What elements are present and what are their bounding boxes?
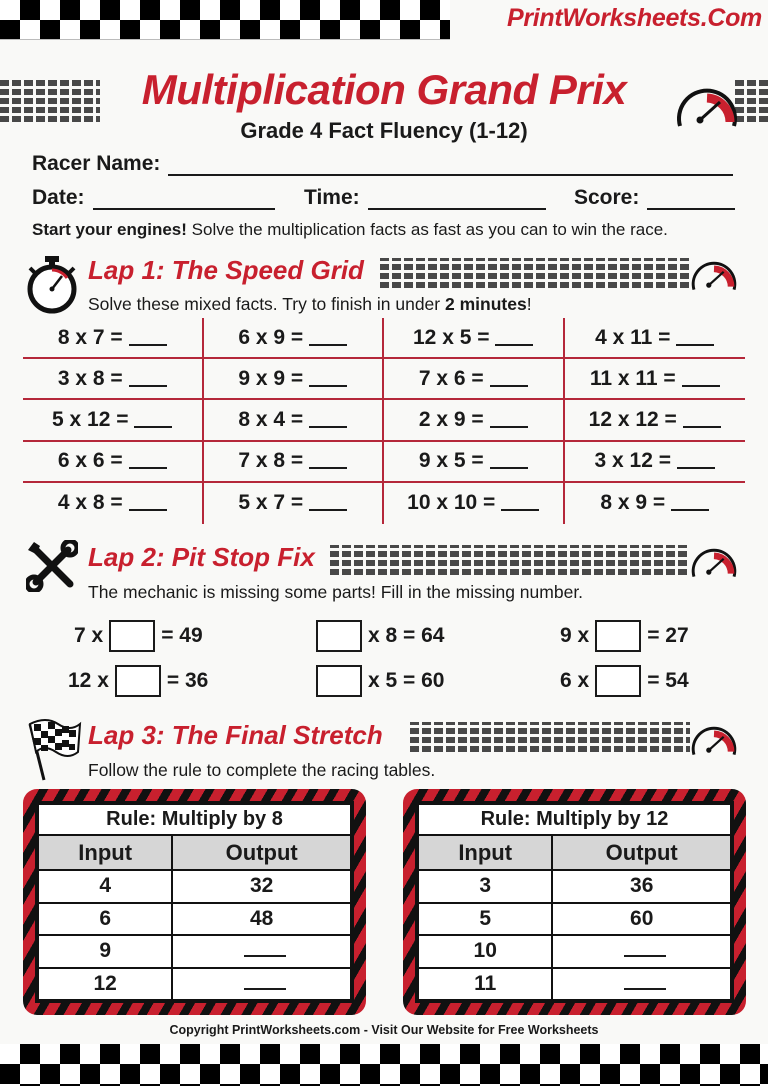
speed-grid bbox=[23, 318, 745, 524]
fact-cell bbox=[565, 483, 746, 524]
fact-text: 6 x 6 = bbox=[57, 449, 123, 473]
table-rule: Rule: Multiply by 12 bbox=[418, 804, 731, 835]
lap2-title: Lap 2: Pit Stop Fix bbox=[88, 542, 315, 572]
fact-text: 7 x 8 = bbox=[238, 449, 304, 473]
output-header: Output bbox=[552, 835, 731, 870]
output-cell: 32 bbox=[172, 870, 351, 902]
problem-post: x 8 = 64 bbox=[368, 624, 445, 647]
fact-text: 12 x 12 = bbox=[588, 407, 677, 431]
score-label: Score: bbox=[574, 186, 640, 209]
tire-tread-decoration bbox=[330, 545, 690, 575]
fact-text: 9 x 9 = bbox=[238, 366, 304, 390]
answer-blank[interactable] bbox=[134, 412, 172, 428]
table-row bbox=[38, 935, 351, 967]
problem-post: = 54 bbox=[647, 669, 689, 692]
speedometer-icon bbox=[672, 80, 742, 130]
missing-number-box[interactable] bbox=[316, 620, 362, 652]
lap3-title: Lap 3: The Final Stretch bbox=[88, 720, 383, 750]
speedometer-icon bbox=[688, 719, 740, 759]
fact-text: 3 x 8 = bbox=[57, 366, 123, 390]
fact-text: 4 x 8 = bbox=[57, 491, 123, 515]
problem-post: = 49 bbox=[161, 624, 203, 647]
answer-blank[interactable] bbox=[682, 371, 720, 387]
fact-cell bbox=[565, 400, 746, 441]
table-rule: Rule: Multiply by 8 bbox=[38, 804, 351, 835]
rule-table-multiply-8 bbox=[23, 789, 366, 1015]
checkered-banner-top bbox=[0, 0, 450, 40]
fact-text: 4 x 11 = bbox=[595, 325, 671, 349]
checkered-flag-icon bbox=[24, 716, 84, 782]
answer-blank[interactable] bbox=[490, 412, 528, 428]
fact-text: 5 x 12 = bbox=[52, 407, 129, 431]
fact-cell bbox=[384, 318, 565, 359]
missing-number-box[interactable] bbox=[109, 620, 155, 652]
fact-cell bbox=[384, 400, 565, 441]
table-row bbox=[418, 870, 731, 902]
rule-table-multiply-12 bbox=[403, 789, 746, 1015]
missing-number-box[interactable] bbox=[316, 665, 362, 697]
output-header: Output bbox=[172, 835, 351, 870]
intro-rest: Solve the multiplication facts as fast as you can to win the race. bbox=[186, 220, 668, 239]
lap1-desc-end: ! bbox=[526, 294, 532, 314]
date-label: Date: bbox=[32, 186, 85, 209]
input-cell: 10 bbox=[418, 935, 552, 967]
output-cell[interactable] bbox=[552, 935, 731, 967]
speedometer-icon bbox=[688, 541, 740, 581]
score-field[interactable] bbox=[647, 192, 735, 210]
fact-text: 6 x 9 = bbox=[238, 325, 304, 349]
answer-blank[interactable] bbox=[495, 330, 533, 346]
output-cell[interactable] bbox=[172, 968, 351, 1000]
answer-blank[interactable] bbox=[129, 371, 167, 387]
checkered-banner-bottom bbox=[0, 1044, 768, 1086]
speedometer-icon bbox=[688, 254, 740, 294]
lap1-desc-bold: 2 minutes bbox=[444, 294, 527, 314]
fact-cell bbox=[565, 359, 746, 400]
lap1-title: Lap 1: The Speed Grid bbox=[88, 255, 364, 285]
lap3-description: Follow the rule to complete the racing tables. bbox=[88, 760, 436, 780]
answer-blank[interactable] bbox=[129, 330, 167, 346]
missing-number-box[interactable] bbox=[595, 620, 641, 652]
date-field[interactable] bbox=[93, 192, 275, 210]
answer-blank[interactable] bbox=[501, 495, 539, 511]
output-cell: 36 bbox=[552, 870, 731, 902]
fact-text: 7 x 6 = bbox=[418, 366, 484, 390]
input-cell: 3 bbox=[418, 870, 552, 902]
input-cell: 4 bbox=[38, 870, 172, 902]
answer-blank[interactable] bbox=[490, 371, 528, 387]
answer-blank[interactable] bbox=[676, 330, 714, 346]
score-row bbox=[574, 186, 735, 210]
answer-blank[interactable] bbox=[244, 941, 286, 957]
answer-blank[interactable] bbox=[309, 495, 347, 511]
fact-cell bbox=[23, 318, 204, 359]
answer-blank[interactable] bbox=[490, 453, 528, 469]
fact-cell bbox=[384, 359, 565, 400]
pit-problem bbox=[68, 665, 208, 697]
time-field[interactable] bbox=[368, 192, 546, 210]
page-title: Multiplication Grand Prix bbox=[141, 66, 627, 113]
time-label: Time: bbox=[304, 186, 360, 209]
answer-blank[interactable] bbox=[677, 453, 715, 469]
lap1-description bbox=[88, 294, 532, 315]
fact-cell bbox=[204, 359, 385, 400]
output-cell[interactable] bbox=[552, 968, 731, 1000]
lap2-description: The mechanic is missing some parts! Fill in the missing number. bbox=[88, 582, 584, 602]
fact-text: 3 x 12 = bbox=[594, 449, 671, 473]
problem-pre: 7 x bbox=[74, 624, 104, 647]
tire-tread-decoration bbox=[380, 258, 690, 288]
fact-cell bbox=[384, 442, 565, 483]
pit-problem bbox=[74, 620, 203, 652]
input-cell: 5 bbox=[418, 903, 552, 935]
table-row bbox=[418, 935, 731, 967]
input-cell: 12 bbox=[38, 968, 172, 1000]
footer-copyright: Copyright PrintWorksheets.com - Visit Our Website for Free Worksheets bbox=[169, 1023, 599, 1037]
fact-text: 12 x 5 = bbox=[413, 325, 490, 349]
fact-cell bbox=[384, 483, 565, 524]
fact-text: 2 x 9 = bbox=[418, 407, 484, 431]
pit-problem bbox=[560, 620, 689, 652]
answer-blank[interactable] bbox=[129, 453, 167, 469]
missing-number-box[interactable] bbox=[595, 665, 641, 697]
problem-pre: 12 x bbox=[68, 669, 109, 692]
fact-cell bbox=[565, 318, 746, 359]
fact-text: 5 x 7 = bbox=[238, 491, 304, 515]
fact-text: 8 x 9 = bbox=[600, 491, 666, 515]
fact-cell bbox=[565, 442, 746, 483]
wrench-screwdriver-icon bbox=[26, 540, 78, 592]
time-row bbox=[304, 186, 546, 210]
problem-post: = 36 bbox=[166, 669, 209, 692]
pit-problem bbox=[310, 620, 444, 652]
racer-name-row bbox=[32, 152, 733, 176]
answer-blank[interactable] bbox=[683, 412, 721, 428]
input-header: Input bbox=[38, 835, 172, 870]
output-cell: 60 bbox=[552, 903, 731, 935]
answer-blank[interactable] bbox=[244, 974, 286, 990]
fact-cell bbox=[23, 400, 204, 441]
problem-pre: 9 x bbox=[560, 624, 590, 647]
problem-post: x 5 = 60 bbox=[368, 669, 445, 692]
answer-blank[interactable] bbox=[624, 974, 666, 990]
lap1-desc-text: Solve these mixed facts. Try to finish in under bbox=[88, 294, 445, 314]
fact-cell bbox=[23, 483, 204, 524]
fact-cell bbox=[23, 442, 204, 483]
answer-blank[interactable] bbox=[671, 495, 709, 511]
answer-blank[interactable] bbox=[309, 330, 347, 346]
table-row bbox=[418, 968, 731, 1000]
input-header: Input bbox=[418, 835, 552, 870]
problem-post: = 27 bbox=[647, 624, 689, 647]
fact-cell bbox=[204, 400, 385, 441]
fact-text: 11 x 11 = bbox=[589, 366, 676, 390]
stopwatch-icon bbox=[24, 254, 80, 314]
pit-problem bbox=[310, 665, 444, 697]
missing-number-box[interactable] bbox=[115, 665, 161, 697]
date-row bbox=[32, 186, 275, 210]
answer-blank[interactable] bbox=[129, 495, 167, 511]
racer-name-field[interactable] bbox=[168, 158, 733, 176]
fact-cell bbox=[204, 442, 385, 483]
output-cell[interactable] bbox=[172, 935, 351, 967]
table-row bbox=[38, 870, 351, 902]
input-cell: 9 bbox=[38, 935, 172, 967]
intro-text bbox=[32, 220, 668, 240]
page-subtitle: Grade 4 Fact Fluency (1-12) bbox=[240, 118, 528, 143]
fact-text: 9 x 5 = bbox=[418, 449, 484, 473]
pit-problem bbox=[560, 665, 689, 697]
answer-blank[interactable] bbox=[309, 412, 347, 428]
fact-text: 8 x 4 = bbox=[238, 407, 304, 431]
brand-logo: PrintWorksheets.Com bbox=[506, 4, 762, 32]
intro-bold: Start your engines! bbox=[32, 220, 187, 239]
fact-text: 8 x 7 = bbox=[57, 325, 123, 349]
input-cell: 6 bbox=[38, 903, 172, 935]
input-cell: 11 bbox=[418, 968, 552, 1000]
tire-tread-decoration bbox=[410, 722, 690, 752]
fact-text: 10 x 10 = bbox=[407, 491, 496, 515]
fact-cell bbox=[23, 359, 204, 400]
fact-cell bbox=[204, 318, 385, 359]
problem-pre: 6 x bbox=[560, 669, 590, 692]
racer-name-label: Racer Name: bbox=[32, 152, 161, 175]
answer-blank[interactable] bbox=[309, 371, 347, 387]
answer-blank[interactable] bbox=[309, 453, 347, 469]
table-row bbox=[38, 903, 351, 935]
output-cell: 48 bbox=[172, 903, 351, 935]
answer-blank[interactable] bbox=[624, 941, 666, 957]
fact-cell bbox=[204, 483, 385, 524]
table-row bbox=[418, 903, 731, 935]
table-row bbox=[38, 968, 351, 1000]
